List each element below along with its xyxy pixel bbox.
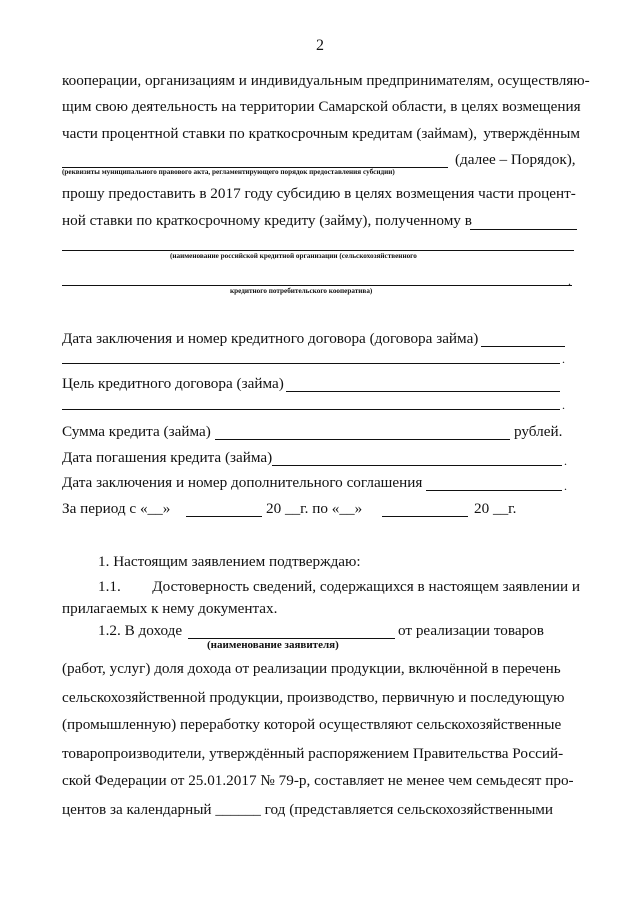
additional-field-line[interactable]: [426, 490, 562, 491]
intro-line-6: ной ставки по краткосрочному кредиту (займу), полученному в: [62, 212, 472, 229]
caption-requisites: (реквизиты муниципального правового акта, регламентирующего порядок предоставления субсидии): [62, 168, 395, 176]
amount-field-line[interactable]: [215, 439, 510, 440]
period-mark: .: [564, 479, 567, 493]
period-mark: .: [562, 352, 565, 366]
intro-line-3-right: утверждённым: [483, 125, 580, 142]
confirm-p11-line-1: [98, 578, 580, 596]
confirm-p11-line-2: прилагаемых к нему документах.: [62, 600, 278, 617]
confirm-text-line-4: товаропроизводители, утверждённый распоряжением Правительства Россий-: [62, 745, 564, 762]
period-from-field-line[interactable]: [186, 516, 262, 517]
intro-line-5: прошу предоставить в 2017 году субсидию в целях возмещения части процент-: [62, 185, 576, 202]
contract-date-field-line-2[interactable]: [62, 363, 560, 364]
period-mid: 20 __г. по «__»: [266, 500, 363, 517]
confirm-text-line-5: ской Федерации от 25.01.2017 № 79-р, составляет не менее чем семьдесят про-: [62, 772, 574, 789]
confirm-p1: 1. Настоящим заявлением подтверждаю:: [98, 553, 361, 570]
page-number: 2: [316, 37, 324, 54]
caption-applicant: (наименование заявителя): [207, 639, 339, 651]
confirm-text-line-1: [62, 660, 580, 678]
confirm-p11-text: Достоверность сведений, содержащихся в настоящем заявлении и: [152, 578, 580, 595]
period-from: За период с «__»: [62, 500, 171, 517]
purpose-field-line-2[interactable]: [62, 409, 560, 410]
repay-label: Дата погашения кредита (займа): [62, 449, 273, 466]
caption-bank-2: кредитного потребительского кооператива): [230, 287, 373, 295]
contract-date-field-line[interactable]: [481, 346, 565, 347]
purpose-field-line[interactable]: [286, 391, 560, 392]
confirm-p12-left: 1.2. В доходе: [98, 622, 183, 639]
period-to-field-line[interactable]: [382, 516, 468, 517]
period-mark: .: [562, 398, 565, 412]
confirm-p12-right: от реализации товаров: [398, 622, 544, 639]
intro-line-3: [62, 125, 580, 143]
contract-date-label: Дата заключения и номер кредитного договора (договора займа): [62, 330, 479, 347]
additional-label: Дата заключения и номер дополнительного соглашения: [62, 474, 423, 491]
confirm-text-line-2: сельскохозяйственной продукции, производство, первичную и последующую: [62, 689, 565, 706]
bank-field-line-1[interactable]: [62, 250, 574, 251]
period-mark: .: [568, 274, 571, 288]
confirm-text-line-6: центов за календарный ______ год (представляется сельскохозяйственными: [62, 801, 554, 818]
bank-field-line-2[interactable]: [62, 285, 572, 286]
period-mark: .: [564, 454, 567, 468]
period-end: 20 __г.: [474, 500, 517, 517]
intro-line-3-left: части процентной ставки по краткосрочным кредитам (займам),: [62, 125, 478, 142]
caption-bank-1: (наименование российской кредитной организации (сельскохозяйственного: [170, 252, 417, 260]
confirm-p11-number: 1.1.: [98, 578, 121, 595]
confirm-text-1: (работ, услуг) доля дохода от реализации продукции, включённой в перечень: [62, 660, 561, 677]
intro-line-4-right: (далее – Порядок),: [455, 151, 576, 168]
confirm-text-line-3: (промышленную) переработку которой осуществляют сельскохозяйственные: [62, 716, 562, 733]
intro-line-2: щим свою деятельность на территории Самарской области, в целях возмещения: [62, 98, 581, 115]
bank-field-line-end[interactable]: [470, 229, 577, 230]
purpose-label: Цель кредитного договора (займа): [62, 375, 284, 392]
intro-line-1: кооперации, организациям и индивидуальным предпринимателям, осуществляю-: [62, 72, 590, 89]
amount-unit: рублей.: [514, 423, 563, 440]
repay-field-line[interactable]: [272, 465, 562, 466]
amount-label: Сумма кредита (займа): [62, 423, 211, 440]
